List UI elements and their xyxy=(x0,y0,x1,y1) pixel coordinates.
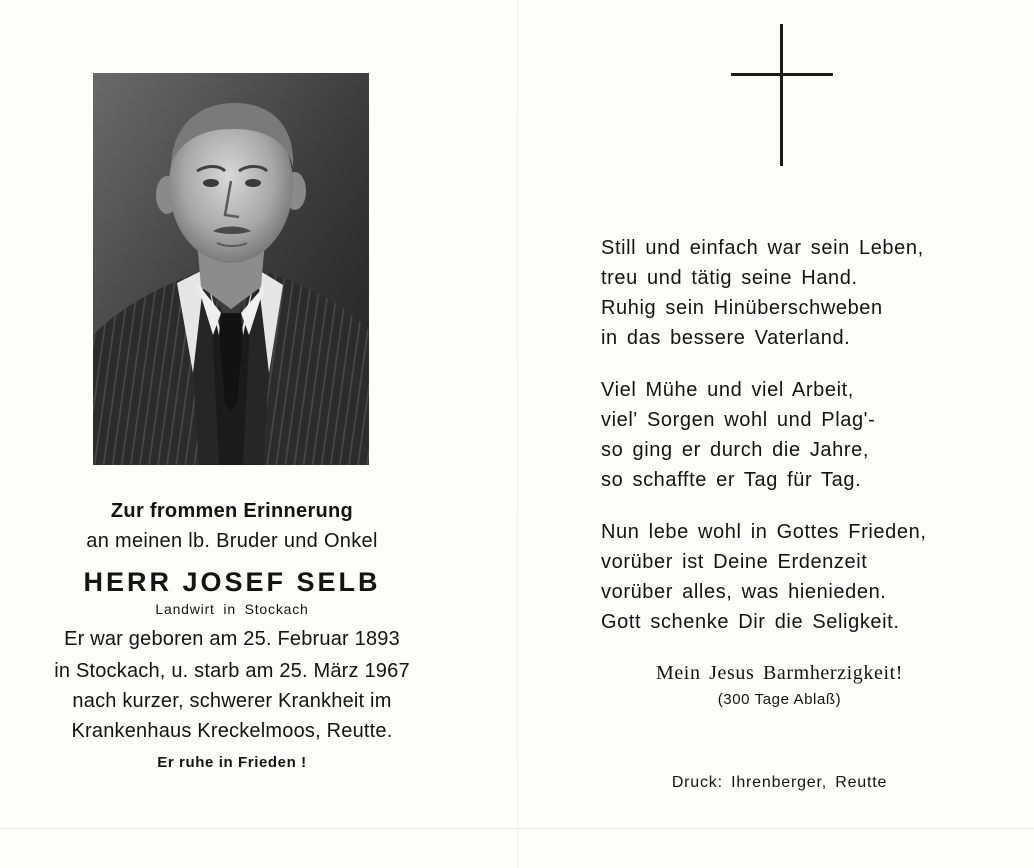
portrait-photo xyxy=(93,73,369,465)
poem-line: so schaffte er Tag für Tag. xyxy=(601,469,862,491)
poem-line: Viel Mühe und viel Arbeit, xyxy=(601,379,854,401)
indulgence-note: (300 Tage Ablaß) xyxy=(717,691,842,708)
prayer-line: Mein Jesus Barmherzigkeit! xyxy=(655,662,904,684)
biography-line: Krankenhaus Kreckelmoos, Reutte. xyxy=(71,720,393,742)
poem-line: Gott schenke Dir die Seligkeit. xyxy=(601,611,900,633)
poem-stanza xyxy=(601,375,1021,495)
closing-blessing: Er ruhe in Frieden ! xyxy=(157,754,307,771)
biography-line: in Stockach, u. starb am 25. März 1967 xyxy=(54,660,410,682)
biography-line: Er war geboren am 25. Februar 1893 xyxy=(64,628,400,650)
right-panel xyxy=(517,0,1034,868)
poem-line: vorüber ist Deine Erdenzeit xyxy=(601,551,868,573)
memorial-subtitle: an meinen lb. Bruder und Onkel xyxy=(86,530,378,552)
poem-line: Ruhig sein Hinüberschweben xyxy=(601,297,883,319)
poem-line: treu und tätig seine Hand. xyxy=(601,267,858,289)
deceased-name: HERR JOSEF SELB xyxy=(83,567,381,597)
poem-line: vorüber alles, was hienieden. xyxy=(601,581,887,603)
poem-stanza xyxy=(601,233,1021,353)
printer-credit: Druck: Ihrenberger, Reutte xyxy=(671,774,888,791)
biography-line: nach kurzer, schwerer Krankheit im xyxy=(72,690,392,712)
poem-line: in das bessere Vaterland. xyxy=(601,327,851,349)
poem-line: viel' Sorgen wohl und Plag'- xyxy=(601,409,876,431)
cross-icon xyxy=(731,24,833,166)
memorial-title: Zur frommen Erinnerung xyxy=(110,500,354,522)
poem-line: Nun lebe wohl in Gottes Frieden, xyxy=(601,521,927,543)
poem-line: Still und einfach war sein Leben, xyxy=(601,237,924,259)
poem-line: so ging er durch die Jahre, xyxy=(601,439,870,461)
occupation: Landwirt in Stockach xyxy=(155,601,309,617)
poem-stanza xyxy=(601,517,1021,637)
